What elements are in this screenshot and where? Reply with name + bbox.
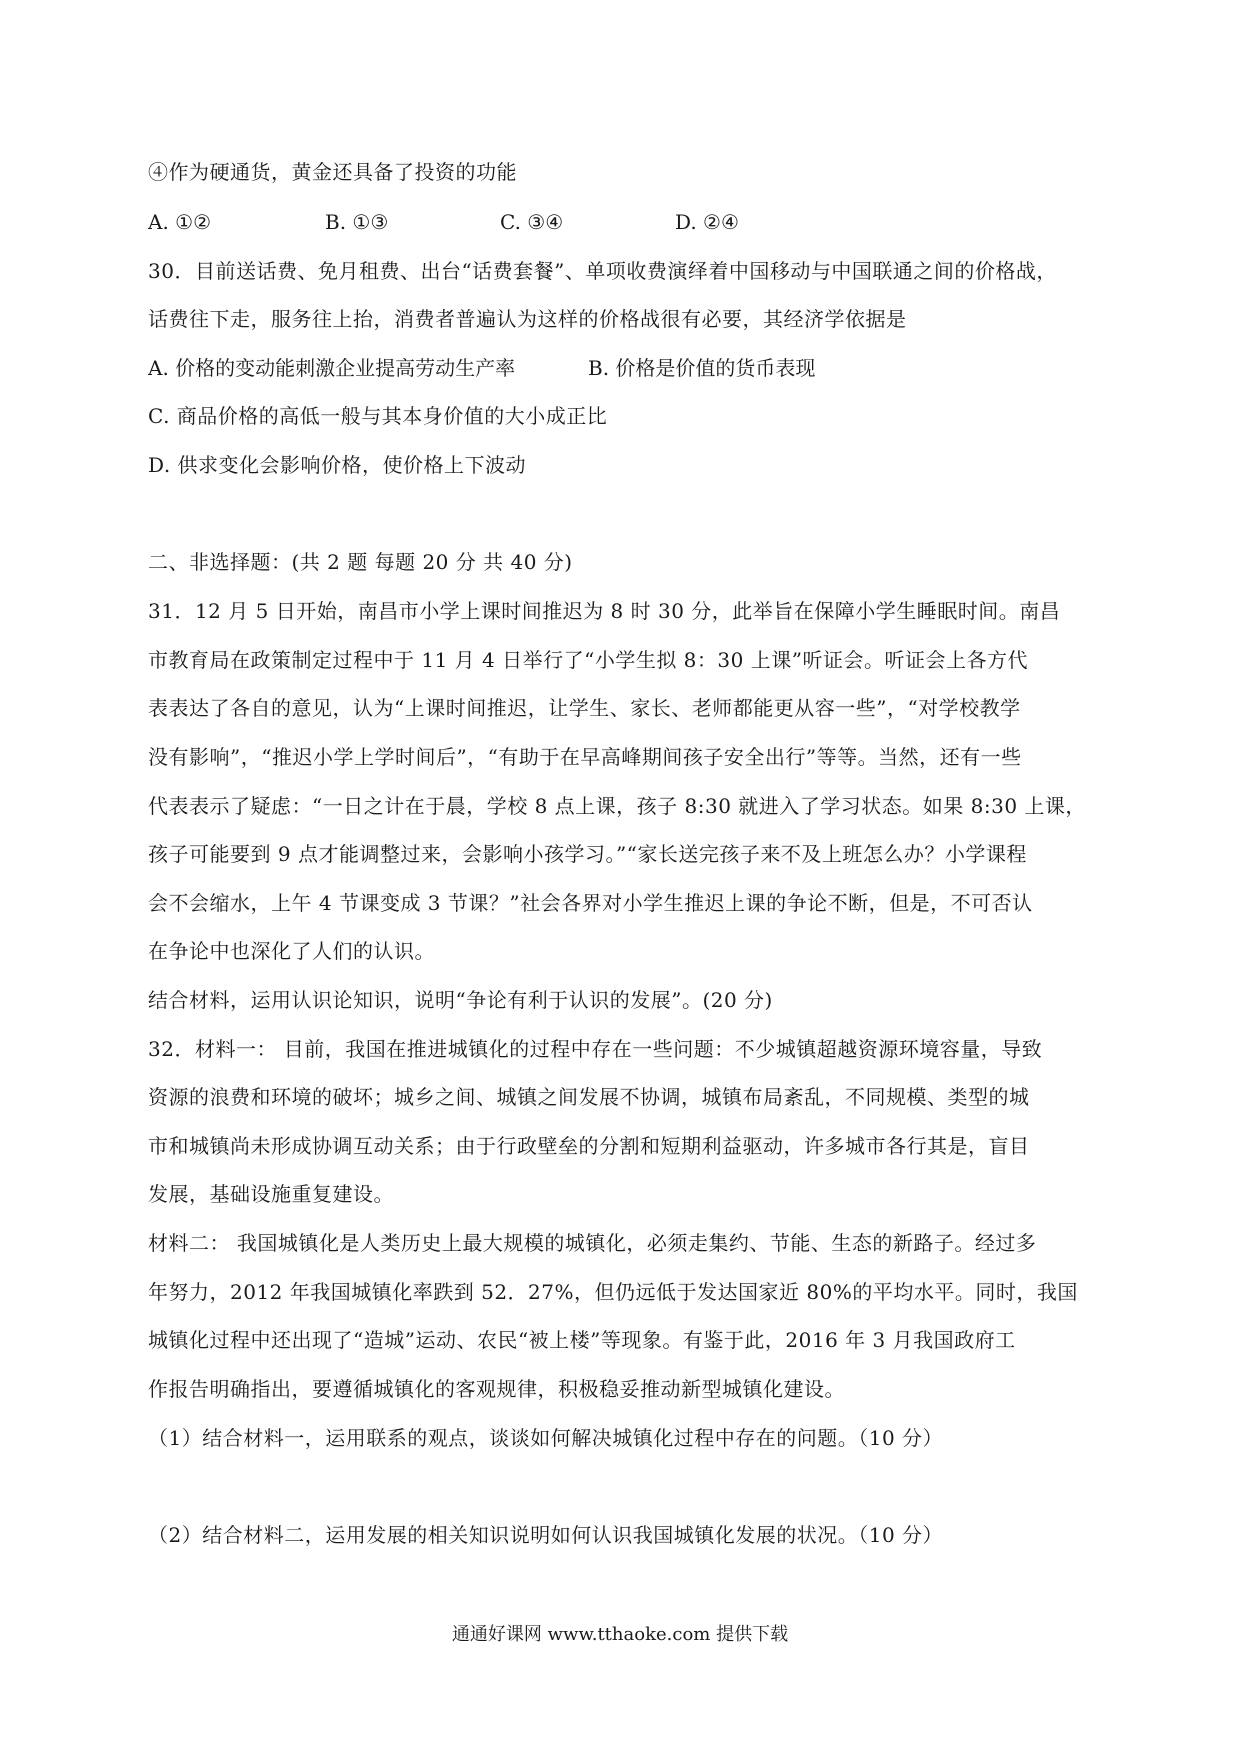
q31-question: 结合材料，运用认识论知识，说明“争论有利于认识的发展”。(20 分) [148,988,773,1012]
q32-material1-line-4: 发展，基础设施重复建设。 [148,1182,394,1206]
section-2-heading: 二、非选择题：(共 2 题 每题 20 分 共 40 分) [148,550,573,574]
q31-line-7: 会不会缩水，上午 4 节课变成 3 节课？”社会各界对小学生推迟上课的争论不断，但是，不可否认 [148,891,1033,915]
q30-option-c: C. 商品价格的高低一般与其本身价值的大小成正比 [148,404,608,428]
q29-option-c: C. ③④ [500,210,564,234]
footer-credit: 通通好课网 www.tthaoke.com 提供下载 [451,1624,789,1645]
q30-option-a: A. 价格的变动能刺激企业提高劳动生产率 [148,356,516,380]
q29-item-4: ④作为硬通货，黄金还具备了投资的功能 [148,160,517,184]
q31-line-2: 市教育局在政策制定过程中于 11 月 4 日举行了“小学生拟 8：30 上课”听证会。听证会上各方代 [148,648,1028,672]
q32-material1-line-3: 市和城镇尚未形成协调互动关系；由于行政壁垒的分割和短期利益驱动，许多城市各行其是，盲目 [148,1134,1030,1158]
q30-option-d: D. 供求变化会影响价格，使价格上下波动 [148,453,527,477]
q32-material2-line-2: 年努力，2012 年我国城镇化率跌到 52．27%，但仍远低于发达国家近 80%的平均水平。同时，我国 [148,1280,1078,1304]
q31-line-1: 31．12 月 5 日开始，南昌市小学上课时间推迟为 8 时 30 分，此举旨在保障小学生睡眠时间。南昌 [148,599,1061,623]
q31-line-8: 在争论中也深化了人们的认识。 [148,939,435,963]
q29-option-a: A. ①② [148,210,212,234]
q30-stem-line-2: 话费往下走，服务往上抬，消费者普遍认为这样的价格战很有必要，其经济学依据是 [148,307,907,331]
q32-material1-line-2: 资源的浪费和环境的破坏；城乡之间、城镇之间发展不协调，城镇布局紊乱，不同规模、类型的城 [148,1085,1030,1109]
q32-material2-line-3: 城镇化过程中还出现了“造城”运动、农民“被上楼”等现象。有鉴于此，2016 年 3 月我国政府工 [148,1328,1016,1352]
q31-line-5: 代表表示了疑虑：“一日之计在于晨，学校 8 点上课，孩子 8:30 就进入了学习状态。如果 8:30 上课， [148,794,1086,818]
q32-material2-line-4: 作报告明确指出，要遵循城镇化的客观规律，积极稳妥推动新型城镇化建设。 [148,1377,845,1401]
q32-subquestion-1: （1）结合材料一，运用联系的观点，谈谈如何解决城镇化过程中存在的问题。（10 分） [148,1426,944,1450]
q32-material2-line-1: 材料二： 我国城镇化是人类历史上最大规模的城镇化，必须走集约、节能、生态的新路子。经过多 [148,1231,1037,1255]
q31-line-4: 没有影响”，“推迟小学上学时间后”，“有助于在早高峰期间孩子安全出行”等等。当然，还有一些 [148,745,1022,769]
q30-stem-line-1: 30．目前送话费、免月租费、出台“话费套餐”、单项收费演绎着中国移动与中国联通之间的价格战， [148,259,1057,283]
q32-material1-line-1: 32．材料一： 目前，我国在推进城镇化的过程中存在一些问题：不少城镇超越资源环境容量，导致 [148,1037,1043,1061]
q31-line-3: 表表达了各自的意见，认为“上课时间推迟，让学生、家长、老师都能更从容一些”，“对学校教学 [148,696,1021,720]
q29-option-d: D. ②④ [675,210,739,234]
q29-option-b: B. ①③ [325,210,389,234]
q31-line-6: 孩子可能要到 9 点才能调整过来，会影响小孩学习。”“家长送完孩子来不及上班怎么办？小学课程 [148,842,1027,866]
q32-subquestion-2: （2）结合材料二，运用发展的相关知识说明如何认识我国城镇化发展的状况。（10 分） [148,1523,944,1547]
q30-option-b: B. 价格是价值的货币表现 [588,356,816,380]
